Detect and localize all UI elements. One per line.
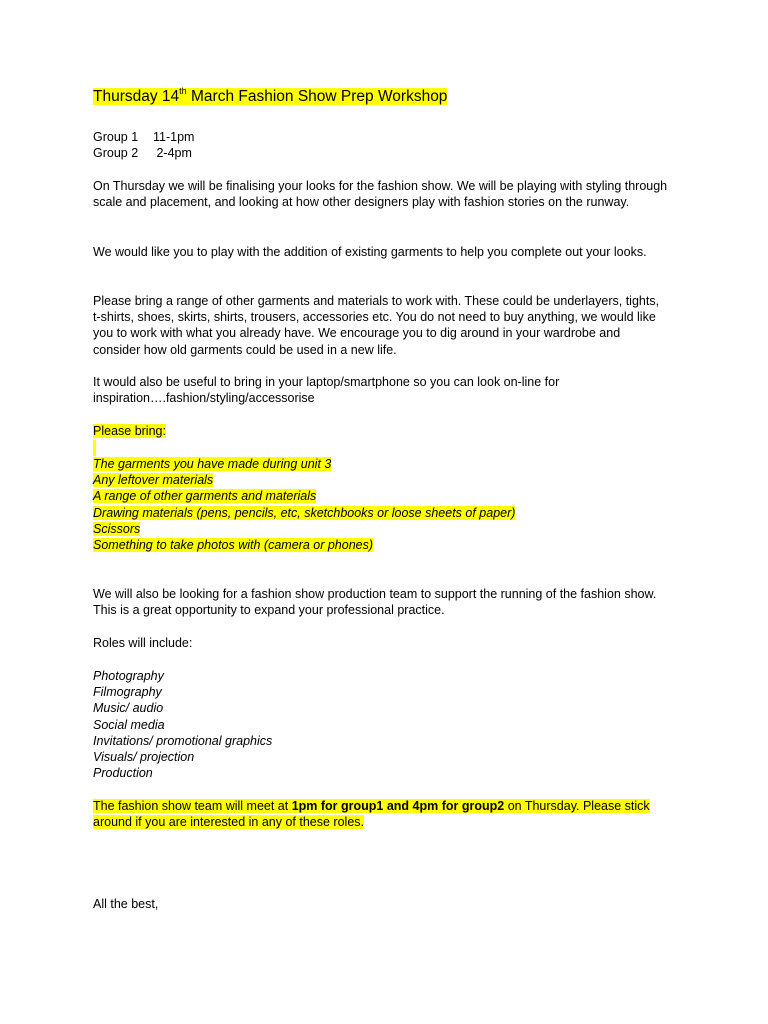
group-name: Group 2: [93, 146, 139, 161]
roles-list: [93, 668, 693, 781]
highlight-bar: [93, 440, 96, 456]
group-row: [93, 129, 693, 145]
materials-paragraph: Please bring a range of other garments and materials to work with. These could be underlayers, tights, t-shirts, shoes, skirts, shirts, trousers, accessories etc. You do not need to buy anything, we would like you to work with what you already have. We encourage you to dig around in your wardrobe and consider how old garments could be used in a new life.: [93, 294, 660, 357]
intro-paragraph: On Thursday we will be finalising your looks for the fashion show. We will be playing with styling through scale and placement, and looking at how other designers play with fashion stories on the runway.: [93, 179, 668, 210]
existing-garments-paragraph: We would like you to play with the addition of existing garments to help you complete out your looks.: [93, 245, 647, 259]
meeting-line-1: [93, 799, 650, 813]
bring-heading: [93, 423, 693, 439]
meeting-line-2: around if you are interested in any of these roles.: [93, 815, 364, 830]
list-item: The garments you have made during unit 3: [93, 457, 332, 471]
list-item: A range of other garments and materials: [93, 489, 317, 504]
list-item: Production: [93, 766, 153, 781]
list-item: Something to take photos with (camera or phones): [93, 538, 374, 553]
sign-off: All the best,: [93, 897, 159, 911]
list-item: Filmography: [93, 685, 162, 700]
roles-intro: Roles will include:: [93, 636, 193, 650]
list-item: Social media: [93, 717, 165, 732]
title-highlight: [93, 85, 448, 105]
meeting-times: 1pm for group1 and 4pm for group2: [291, 799, 505, 813]
group-name: Group 1: [93, 130, 139, 144]
page-title: [93, 86, 693, 108]
group-time: 11-1pm: [153, 130, 195, 144]
meeting-text-end: on Thursday. Please stick: [504, 799, 650, 813]
laptop-paragraph: It would also be useful to bring in your laptop/smartphone so you can look on-line for inspiration….fashion/styling/accessorise: [93, 375, 560, 406]
bring-heading-text: Please bring:: [93, 424, 166, 438]
title-superscript: th: [179, 85, 187, 96]
group-schedule: [93, 129, 693, 161]
list-item: Invitations/ promotional graphics: [93, 733, 273, 748]
meeting-text-start: The fashion show team will meet at: [93, 799, 292, 813]
list-item: Photography: [93, 669, 164, 683]
bring-list: [93, 456, 693, 553]
group-time: 2-4pm: [153, 146, 192, 161]
list-item: Visuals/ projection: [93, 750, 195, 765]
list-item: Music/ audio: [93, 701, 164, 716]
meeting-note: [93, 798, 693, 830]
list-item: Any leftover materials: [93, 473, 214, 488]
list-item: Drawing materials (pens, pencils, etc, sketchbooks or loose sheets of paper): [93, 505, 516, 520]
title-suffix: March Fashion Show Prep Workshop: [186, 88, 448, 105]
list-item: Scissors: [93, 521, 141, 536]
production-team-paragraph: We will also be looking for a fashion show production team to support the running of the fashion show. This is a great opportunity to expand your professional practice.: [93, 587, 657, 618]
group-row: [93, 145, 693, 161]
title-prefix: Thursday 14: [93, 88, 180, 105]
